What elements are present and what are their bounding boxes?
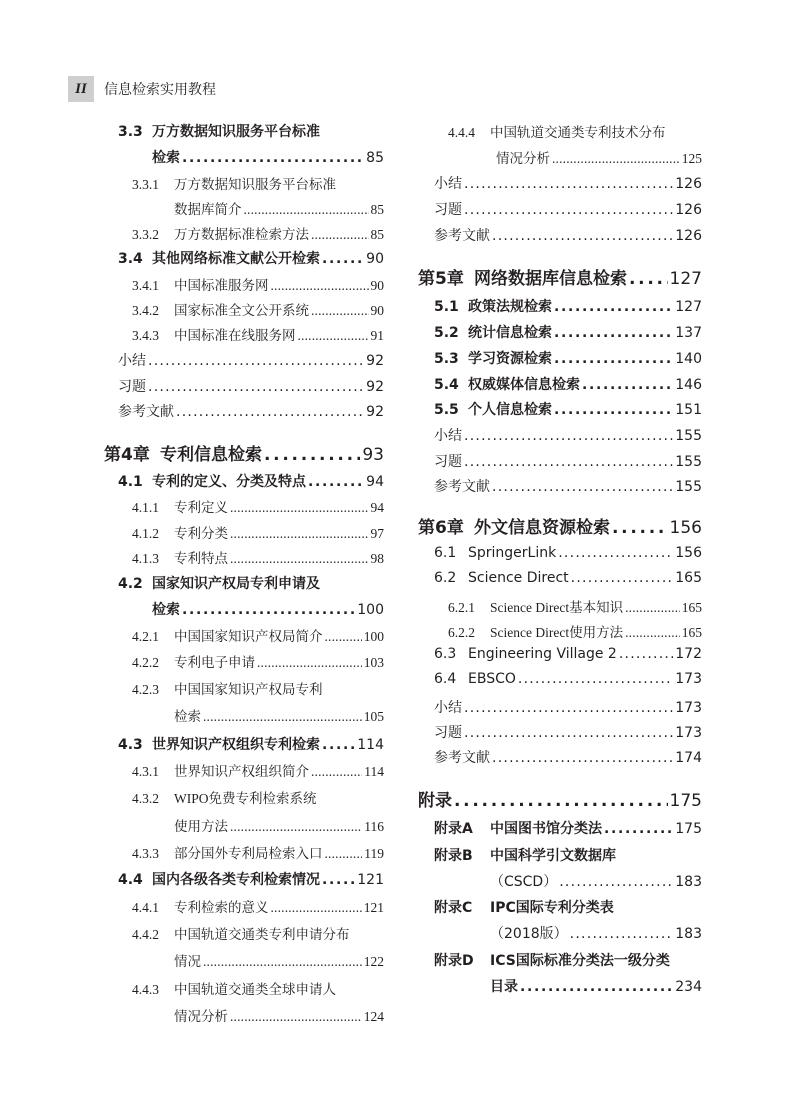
section-number: 3.4 <box>118 251 143 267</box>
toc-entry[interactable] <box>132 274 384 296</box>
toc-entry[interactable] <box>448 121 666 143</box>
section-number: 6.3 <box>434 646 457 662</box>
leader-dots <box>182 602 355 618</box>
section-number: 4.4 <box>118 872 143 888</box>
entry-title: 参考文献 <box>434 750 490 766</box>
page-number: 151 <box>675 402 702 418</box>
chapter-number: 第4章 <box>104 445 150 465</box>
leader-dots <box>230 551 369 567</box>
chapter-number: 第5章 <box>418 269 464 289</box>
page-number: 85 <box>366 150 384 166</box>
toc-entry[interactable] <box>434 451 702 473</box>
leader-dots <box>604 821 673 837</box>
toc-entry-continuation[interactable] <box>174 1005 384 1027</box>
page-number: 92 <box>366 353 384 369</box>
leader-dots <box>271 278 369 294</box>
page-number: 137 <box>675 325 702 341</box>
page-number: 90 <box>366 251 384 267</box>
section-number: 5.3 <box>434 351 459 367</box>
leader-dots <box>558 545 673 561</box>
toc-entry[interactable] <box>434 374 702 396</box>
page-number: 119 <box>364 846 384 861</box>
toc-entry[interactable] <box>132 651 384 673</box>
page-number: 126 <box>675 228 702 244</box>
subsection-number: 4.3.1 <box>132 764 159 779</box>
leader-dots <box>625 600 680 616</box>
leader-dots <box>298 328 369 344</box>
page-number: 103 <box>363 655 384 670</box>
page-number: 173 <box>675 700 702 716</box>
section-number: 6.2 <box>434 570 457 586</box>
leader-dots <box>464 176 673 192</box>
toc-entry-continuation[interactable] <box>152 599 384 621</box>
page-number: 140 <box>675 351 702 367</box>
section-title: 专利的定义、分类及特点 <box>152 474 306 490</box>
entry-title: 小结 <box>434 700 462 716</box>
toc-entry[interactable] <box>434 747 702 769</box>
subsection-number: 3.3.2 <box>132 227 159 242</box>
toc-entry[interactable] <box>132 223 384 245</box>
page-number: 85 <box>370 202 384 217</box>
page-number: 165 <box>675 570 702 586</box>
page-number: 105 <box>363 709 384 724</box>
toc-entry[interactable] <box>118 376 384 398</box>
subsection-title: Science Direct使用方法 <box>490 625 624 640</box>
section-title: 万方数据知识服务平台标准 <box>152 124 320 140</box>
subsection-title: 中国标准在线服务网 <box>174 328 296 343</box>
leader-dots <box>311 764 362 780</box>
leader-dots <box>554 325 673 341</box>
toc-entry[interactable] <box>434 845 616 867</box>
section-title: SpringerLink <box>468 545 557 561</box>
toc-entry[interactable] <box>434 173 702 195</box>
leader-dots <box>325 629 362 645</box>
page-number: 126 <box>675 176 702 192</box>
section-number: 5.4 <box>434 377 459 393</box>
leader-dots <box>271 900 362 916</box>
subsection-title: 世界知识产权组织简介 <box>174 764 309 779</box>
appendix-item-title: ICS国际标准分类法一级分类 <box>490 953 670 969</box>
page-number: 172 <box>675 646 702 662</box>
toc-entry[interactable] <box>118 121 320 143</box>
section-number: 3.3 <box>118 124 143 140</box>
section-title: 政策法规检索 <box>468 299 552 315</box>
toc-entry[interactable] <box>132 842 384 864</box>
leader-dots <box>518 671 673 687</box>
running-header <box>68 76 216 102</box>
page-number: 92 <box>366 404 384 420</box>
toc-entry[interactable] <box>118 401 384 423</box>
subsection-number: 4.4.1 <box>132 900 159 915</box>
toc-entry[interactable] <box>118 471 384 493</box>
section-title: Engineering Village 2 <box>468 646 617 662</box>
leader-dots <box>230 819 362 835</box>
toc-entry[interactable] <box>132 923 350 945</box>
page-number: 165 <box>681 600 702 615</box>
leader-dots <box>492 479 673 495</box>
toc-entry[interactable] <box>434 476 702 498</box>
chapter-number: 第6章 <box>418 518 464 538</box>
leader-dots <box>148 353 364 369</box>
section-number: 4.2 <box>118 576 143 592</box>
leader-dots <box>619 646 673 662</box>
page-number: 121 <box>363 900 384 915</box>
page-number-mark: II <box>68 76 94 102</box>
leader-dots <box>625 625 680 641</box>
subsection-title: 中国轨道交通类专利技术分布 <box>490 125 666 140</box>
toc-entry-continuation[interactable] <box>152 147 384 169</box>
toc-entry[interactable] <box>132 299 384 321</box>
leader-dots <box>311 227 369 243</box>
leader-dots <box>464 454 673 470</box>
leader-dots <box>454 791 668 811</box>
page-number: 94 <box>366 474 384 490</box>
section-title: 世界知识产权组织专利检索 <box>152 737 320 753</box>
toc-chapter[interactable] <box>418 513 702 537</box>
leader-dots <box>554 402 673 418</box>
section-number: 6.4 <box>434 671 457 687</box>
entry-title: 习题 <box>434 454 462 470</box>
page-number: 146 <box>675 377 702 393</box>
page-number: 127 <box>669 269 702 289</box>
entry-title: 参考文献 <box>434 228 490 244</box>
toc-entry[interactable] <box>434 646 702 668</box>
page-number: 156 <box>675 545 702 561</box>
section-number: 5.2 <box>434 325 459 341</box>
page-number: 155 <box>675 479 702 495</box>
toc-entry[interactable] <box>118 350 384 372</box>
toc-entry[interactable] <box>434 897 614 919</box>
leader-dots <box>257 655 362 671</box>
toc-entry[interactable] <box>132 625 384 647</box>
subsection-number: 4.2.1 <box>132 629 159 644</box>
chapter-title: 网络数据库信息检索 <box>474 269 627 289</box>
subsection-title-cont: 情况分析 <box>496 151 550 166</box>
subsection-title-cont: 数据库简介 <box>174 202 242 217</box>
leader-dots <box>322 872 355 888</box>
subsection-number: 3.4.1 <box>132 278 159 293</box>
leader-dots <box>322 737 355 753</box>
leader-dots <box>492 750 673 766</box>
section-title: 权威媒体信息检索 <box>468 377 580 393</box>
section-title: Science Direct <box>468 570 569 586</box>
toc-entry[interactable] <box>118 573 320 595</box>
page-number: 125 <box>681 151 702 166</box>
leader-dots <box>230 526 369 542</box>
subsection-title: 中国标准服务网 <box>174 278 269 293</box>
toc-entry[interactable] <box>434 425 702 447</box>
section-number: 5.5 <box>434 402 459 418</box>
section-number: 4.3 <box>118 737 143 753</box>
subsection-number: 3.4.3 <box>132 328 159 343</box>
toc-entry[interactable] <box>132 896 384 918</box>
leader-dots <box>492 228 673 244</box>
page-number: 85 <box>370 227 384 242</box>
subsection-number: 4.1.3 <box>132 551 159 566</box>
subsection-number: 4.1.1 <box>132 500 159 515</box>
toc-entry[interactable] <box>132 173 336 195</box>
section-title: EBSCO <box>468 671 516 687</box>
subsection-title: 中国轨道交通类专利申请分布 <box>174 927 350 942</box>
entry-title: 习题 <box>434 725 462 741</box>
toc-chapter[interactable] <box>418 786 702 810</box>
subsection-title: 中国轨道交通类全球申请人 <box>174 982 336 997</box>
subsection-number: 4.2.3 <box>132 682 159 697</box>
section-title: 其他网络标准文献公开检索 <box>152 251 320 267</box>
book-title: 信息检索实用教程 <box>104 82 216 98</box>
subsection-title: 部分国外专利局检索入口 <box>174 846 323 861</box>
toc-entry[interactable] <box>434 697 702 719</box>
chapter-title: 专利信息检索 <box>160 445 262 465</box>
leader-dots <box>308 474 364 490</box>
toc-entry[interactable] <box>132 760 384 782</box>
subsection-title: 专利电子申请 <box>174 655 255 670</box>
page-number: 100 <box>357 602 384 618</box>
toc-entry[interactable] <box>132 787 317 809</box>
subsection-title: WIPO免费专利检索系统 <box>174 791 317 806</box>
subsection-title: 中国国家知识产权局简介 <box>174 629 323 644</box>
leader-dots <box>570 926 674 942</box>
toc-entry[interactable] <box>434 348 702 370</box>
toc-entry[interactable] <box>434 225 702 247</box>
toc-entry-continuation[interactable] <box>174 198 384 220</box>
page-number: 116 <box>364 819 384 834</box>
leader-dots <box>182 150 364 166</box>
leader-dots <box>322 251 364 267</box>
toc-chapter[interactable] <box>104 440 384 464</box>
toc-entry[interactable] <box>132 547 384 569</box>
section-number: 4.1 <box>118 474 143 490</box>
appendix-number: 附录D <box>434 953 474 969</box>
leader-dots <box>230 1009 362 1025</box>
toc-entry-continuation[interactable] <box>490 976 702 998</box>
toc-entry[interactable] <box>118 248 384 270</box>
toc-entry-continuation[interactable] <box>496 147 702 169</box>
page-number: 121 <box>357 872 384 888</box>
appendix-item-title: 中国图书馆分类法 <box>490 821 602 837</box>
appendix-number: 附录B <box>434 848 473 864</box>
leader-dots <box>520 979 673 995</box>
subsection-number: 4.4.3 <box>132 982 159 997</box>
page-number: 234 <box>675 979 702 995</box>
page-number: 114 <box>364 764 384 779</box>
toc-entry[interactable] <box>434 671 702 693</box>
leader-dots <box>230 500 369 516</box>
leader-dots <box>325 846 363 862</box>
entry-title: 参考文献 <box>434 479 490 495</box>
section-title: 国内各级各类专利检索情况 <box>152 872 320 888</box>
toc-entry[interactable] <box>118 734 384 756</box>
subsection-title: 专利检索的意义 <box>174 900 269 915</box>
entry-title: 习题 <box>434 202 462 218</box>
toc-entry[interactable] <box>434 322 702 344</box>
page-number: 114 <box>357 737 384 753</box>
subsection-title: 专利定义 <box>174 500 228 515</box>
subsection-title: 万方数据标准检索方法 <box>174 227 309 242</box>
toc-entry[interactable] <box>132 678 323 700</box>
toc-entry[interactable] <box>434 570 702 592</box>
section-title-cont: 检索 <box>152 150 180 166</box>
page-number: 175 <box>669 791 702 811</box>
page-number: 90 <box>370 278 384 293</box>
appendix-number: 附录A <box>434 821 473 837</box>
toc-entry-continuation[interactable] <box>490 871 702 893</box>
subsection-title-cont: 使用方法 <box>174 819 228 834</box>
leader-dots <box>612 518 668 538</box>
subsection-number: 4.1.2 <box>132 526 159 541</box>
section-title: 学习资源检索 <box>468 351 552 367</box>
page-number: 183 <box>675 874 702 890</box>
toc-entry[interactable] <box>118 869 384 891</box>
entry-title: 小结 <box>434 428 462 444</box>
subsection-title: Science Direct基本知识 <box>490 600 624 615</box>
subsection-title-cont: 情况分析 <box>174 1009 228 1024</box>
page-number: 92 <box>366 379 384 395</box>
subsection-number: 6.2.2 <box>448 625 475 640</box>
appendix-item-title-cont: （2018版） <box>490 926 568 942</box>
page-number: 127 <box>675 299 702 315</box>
toc-entry[interactable] <box>434 296 702 318</box>
leader-dots <box>464 202 673 218</box>
leader-dots <box>571 570 674 586</box>
leader-dots <box>554 351 673 367</box>
toc-entry[interactable] <box>434 950 670 972</box>
toc-chapter[interactable] <box>418 264 702 288</box>
appendix-item-title: IPC国际专利分类表 <box>490 900 614 916</box>
page-number: 173 <box>675 725 702 741</box>
page-number: 183 <box>675 926 702 942</box>
page-number: 156 <box>669 518 702 538</box>
section-number: 6.1 <box>434 545 457 561</box>
toc-entry[interactable] <box>448 621 702 643</box>
page-number: 155 <box>675 454 702 470</box>
entry-title: 小结 <box>434 176 462 192</box>
toc-entry-continuation[interactable] <box>490 923 702 945</box>
toc-entry-continuation[interactable] <box>174 705 384 727</box>
section-number: 5.1 <box>434 299 459 315</box>
leader-dots <box>203 954 362 970</box>
leader-dots <box>464 725 673 741</box>
page-number: 90 <box>370 303 384 318</box>
page-number: 94 <box>370 500 384 515</box>
subsection-title: 专利分类 <box>174 526 228 541</box>
subsection-title-cont: 情况 <box>174 954 201 969</box>
section-title: 统计信息检索 <box>468 325 552 341</box>
toc-entry[interactable] <box>434 818 702 840</box>
subsection-number: 4.4.2 <box>132 927 159 942</box>
page-number: 122 <box>363 954 384 969</box>
leader-dots <box>552 151 680 167</box>
toc-entry-continuation[interactable] <box>174 815 384 837</box>
appendix-item-title-cont: 目录 <box>490 979 518 995</box>
subsection-title: 国家标准全文公开系统 <box>174 303 309 318</box>
page-number: 124 <box>363 1009 384 1024</box>
page-number: 175 <box>675 821 702 837</box>
toc-entry[interactable] <box>434 399 702 421</box>
appendix-item-title: 中国科学引文数据库 <box>490 848 616 864</box>
toc-entry[interactable] <box>132 324 384 346</box>
page-number: 173 <box>675 671 702 687</box>
entry-title: 参考文献 <box>118 404 174 420</box>
leader-dots <box>311 303 369 319</box>
page-number: 126 <box>675 202 702 218</box>
entry-title: 习题 <box>118 379 146 395</box>
toc-entry[interactable] <box>434 199 702 221</box>
leader-dots <box>148 379 364 395</box>
page-number: 165 <box>681 625 702 640</box>
leader-dots <box>244 202 369 218</box>
subsection-number: 4.3.3 <box>132 846 159 861</box>
page-number: 93 <box>362 445 384 465</box>
subsection-title: 专利特点 <box>174 551 228 566</box>
subsection-number: 3.4.2 <box>132 303 159 318</box>
leader-dots <box>176 404 364 420</box>
leader-dots <box>464 700 673 716</box>
subsection-number: 4.3.2 <box>132 791 159 806</box>
leader-dots <box>582 377 673 393</box>
toc-entry[interactable] <box>448 596 702 618</box>
subsection-number: 3.3.1 <box>132 177 159 192</box>
appendix-item-title-cont: （CSCD） <box>490 874 558 890</box>
page-number: 97 <box>370 526 384 541</box>
toc-entry-continuation[interactable] <box>174 950 384 972</box>
chapter-title: 外文信息资源检索 <box>474 518 610 538</box>
section-title-cont: 检索 <box>152 602 180 618</box>
leader-dots <box>464 428 673 444</box>
leader-dots <box>629 269 668 289</box>
toc-entry[interactable] <box>132 522 384 544</box>
entry-title: 小结 <box>118 353 146 369</box>
toc-entry[interactable] <box>132 496 384 518</box>
leader-dots <box>264 445 360 465</box>
section-title: 个人信息检索 <box>468 402 552 418</box>
toc-entry[interactable] <box>434 722 702 744</box>
toc-entry[interactable] <box>434 545 702 567</box>
page-number: 91 <box>370 328 384 343</box>
page-number: 155 <box>675 428 702 444</box>
subsection-title-cont: 检索 <box>174 709 201 724</box>
leader-dots <box>554 299 673 315</box>
section-title: 国家知识产权局专利申请及 <box>152 576 320 592</box>
page-number: 100 <box>363 629 384 644</box>
subsection-title: 万方数据知识服务平台标准 <box>174 177 336 192</box>
subsection-number: 4.4.4 <box>448 125 475 140</box>
page-number: 98 <box>370 551 384 566</box>
appendix-number: 附录C <box>434 900 473 916</box>
leader-dots <box>203 709 362 725</box>
page-number: 174 <box>675 750 702 766</box>
leader-dots <box>559 874 673 890</box>
appendix-title: 附录 <box>418 791 452 811</box>
subsection-number: 4.2.2 <box>132 655 159 670</box>
toc-entry[interactable] <box>132 978 336 1000</box>
subsection-number: 6.2.1 <box>448 600 475 615</box>
subsection-title: 中国国家知识产权局专利 <box>174 682 323 697</box>
